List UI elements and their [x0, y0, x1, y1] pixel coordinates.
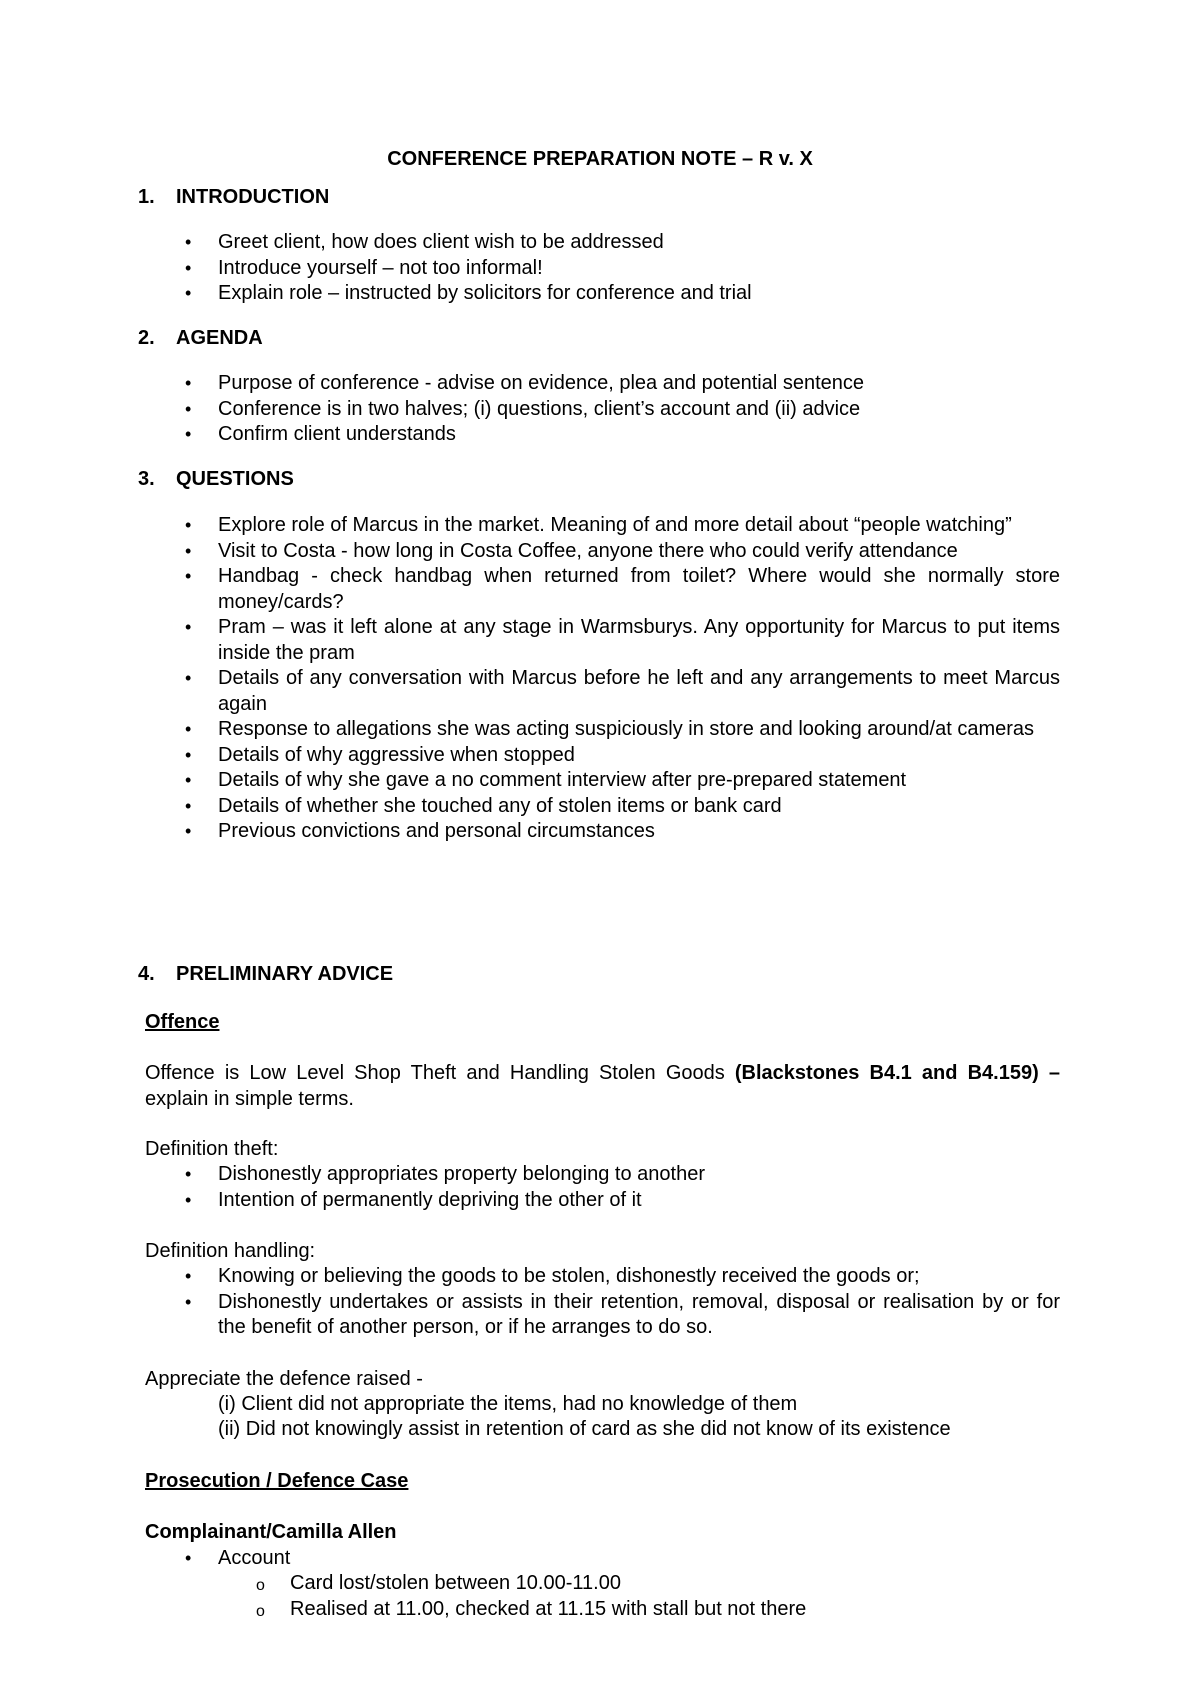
list-item: • Confirm client understands: [0, 422, 1060, 448]
circle-bullet-icon: o: [256, 1577, 265, 1594]
bullet-icon: •: [185, 744, 192, 765]
list-item: • Explore role of Marcus in the market. Meaning of and more detail about “people watching”: [0, 513, 1060, 539]
list-item: • Visit to Costa - how long in Costa Coffee, anyone there who could verify attendance: [0, 539, 1060, 565]
questions-list: [0, 513, 1200, 845]
defence-point: (i) Client did not appropriate the items, had no knowledge of them: [218, 1393, 798, 1415]
list-item: • Previous convictions and personal circumstances: [0, 819, 1060, 845]
complainant-heading: Complainant/Camilla Allen: [145, 1521, 397, 1543]
handling-definition-label: Definition handling:: [145, 1240, 316, 1262]
list-item: • Handbag - check handbag when returned from toilet? Where would she normally store money/cards?: [185, 565, 1060, 613]
section-title: INTRODUCTION: [176, 186, 330, 208]
section-heading-introduction: [138, 184, 329, 210]
complainant-list: [0, 1546, 1200, 1572]
list-item: • Conference is in two halves; (i) questions, client’s account and (ii) advice: [0, 397, 1060, 423]
list-item: • Details of any conversation with Marcus before he left and any arrangements to meet Marcus again: [185, 667, 1060, 715]
case-subheading: Prosecution / Defence Case: [145, 1470, 409, 1492]
offence-paragraph: Offence is Low Level Shop Theft and Handling Stolen Goods (Blackstones B4.1 and B4.159) – explain in simple terms.: [145, 1062, 1061, 1110]
theft-definition-list: [0, 1162, 1200, 1213]
bullet-icon: •: [185, 515, 192, 535]
list-item: • Explain role – instructed by solicitors for conference and trial: [0, 281, 1060, 307]
bullet-icon: •: [185, 770, 192, 790]
list-item: • Purpose of conference - advise on evidence, plea and potential sentence: [0, 371, 1060, 397]
offence-subheading: Offence: [145, 1011, 220, 1033]
section-number: 2.: [138, 327, 155, 349]
bullet-icon: •: [185, 821, 192, 841]
bullet-icon: •: [185, 424, 192, 444]
section-title: PRELIMINARY ADVICE: [176, 963, 394, 985]
list-item: • Dishonestly undertakes or assists in their retention, removal, disposal or realisation by or for the benefit of another person, or if he arranges to do so.: [185, 1290, 1060, 1338]
bullet-icon: •: [185, 617, 192, 637]
section-heading-preliminary-advice: [138, 961, 393, 987]
section-title: QUESTIONS: [176, 468, 294, 490]
section-heading-agenda: [138, 325, 263, 351]
bullet-icon: •: [185, 398, 192, 419]
list-item: o Realised at 11.00, checked at 11.15 with stall but not there: [0, 1597, 1200, 1623]
list-item: • Details of why aggressive when stopped: [0, 743, 1060, 769]
bullet-icon: •: [185, 232, 192, 252]
bullet-icon: •: [185, 1164, 192, 1184]
section-number: 4.: [138, 963, 155, 985]
list-item: • Dishonestly appropriates property belonging to another: [0, 1162, 1060, 1188]
defence-label: Appreciate the defence raised -: [145, 1368, 423, 1390]
section-number: 3.: [138, 468, 155, 490]
bullet-icon: •: [185, 668, 192, 688]
section-title: AGENDA: [176, 327, 263, 349]
bullet-icon: •: [185, 1266, 192, 1286]
bullet-icon: •: [185, 1548, 192, 1568]
section-number: 1.: [138, 186, 155, 208]
theft-definition-label: Definition theft:: [145, 1138, 279, 1160]
list-item: • Greet client, how does client wish to be addressed: [0, 230, 1060, 256]
document-title: CONFERENCE PREPARATION NOTE – R v. X: [387, 148, 813, 170]
list-item: • Response to allegations she was acting suspiciously in store and looking around/at cameras: [0, 717, 1060, 743]
bullet-icon: •: [185, 257, 192, 278]
list-item: • Knowing or believing the goods to be stolen, dishonestly received the goods or;: [0, 1264, 1060, 1290]
list-item: • Account: [0, 1546, 1060, 1572]
section-heading-questions: [138, 466, 294, 492]
circle-bullet-icon: o: [256, 1602, 265, 1620]
account-sublist: [0, 1571, 1200, 1622]
bullet-icon: •: [185, 566, 192, 586]
handling-definition-list: [0, 1264, 1200, 1341]
list-item: • Details of why she gave a no comment interview after pre-prepared statement: [0, 768, 1060, 794]
bullet-icon: •: [185, 1291, 192, 1312]
list-item: • Intention of permanently depriving the other of it: [0, 1188, 1060, 1214]
bullet-icon: •: [185, 1189, 192, 1210]
bullet-icon: •: [185, 540, 192, 561]
list-item: • Introduce yourself – not too informal!: [0, 256, 1060, 282]
list-item: • Details of whether she touched any of stolen items or bank card: [0, 794, 1060, 820]
list-item: o Card lost/stolen between 10.00-11.00: [0, 1571, 1200, 1597]
agenda-list: [0, 371, 1200, 448]
introduction-list: [0, 230, 1200, 307]
list-item: • Pram – was it left alone at any stage in Warmsburys. Any opportunity for Marcus to put items inside the pram: [185, 616, 1060, 664]
defence-point: (ii) Did not knowingly assist in retention of card as she did not know of its existence: [218, 1418, 951, 1440]
bullet-icon: •: [185, 283, 192, 303]
bullet-icon: •: [185, 795, 192, 816]
bullet-icon: •: [185, 373, 192, 393]
bullet-icon: •: [185, 719, 192, 739]
